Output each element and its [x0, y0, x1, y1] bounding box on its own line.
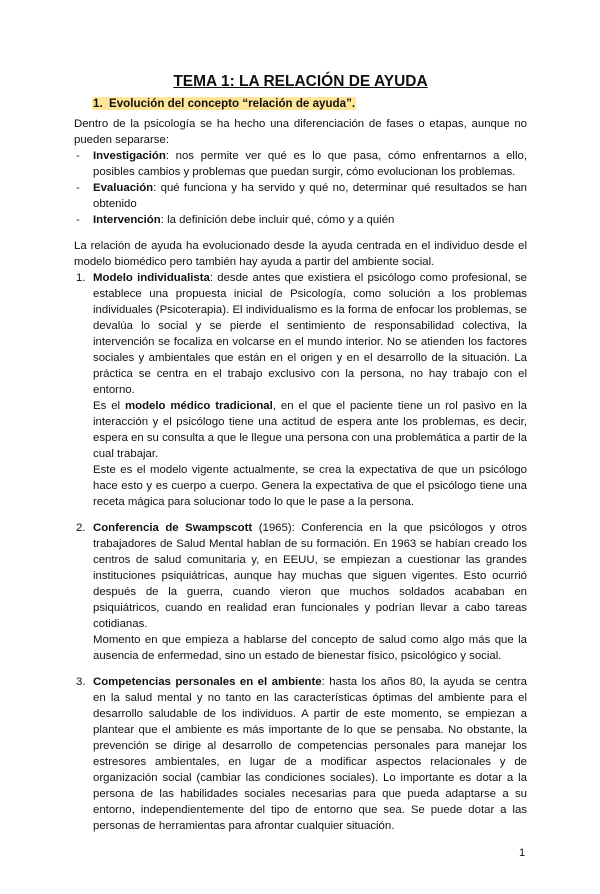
model-term: Conferencia de Swampscott: [93, 522, 253, 534]
phase-term: Intervención: [93, 214, 161, 226]
section-heading: [92, 96, 527, 112]
page-title: TEMA 1: LA RELACIÓN DE AYUDA: [173, 73, 428, 90]
phase-item: [74, 148, 527, 180]
model-text: (1965): Conferencia en la que psicólogos y otros trabajadores de Salud Mental hablan de su formación. En 1963 se habían creado los centros de salud comunitaria y, en EEUU, se empiezan a cuestionar las grandes instituciones psiquiátricas, aunque hay muchas que siguen vigentes. Esto ocurrió después de la guerra, cuando vieron que muchos soldados acababan en psiquiátricos, cuando en realidad eran funcionales y podrían llevar a cabo tareas cotidianas.: [93, 522, 527, 630]
model-term: modelo médico tradicional: [125, 400, 273, 412]
model-term: Modelo individualista: [93, 272, 210, 284]
section-number: 1.: [93, 97, 103, 110]
list-number: 1.: [76, 272, 86, 284]
document-page: [74, 0, 527, 894]
model-item-3-block: [74, 674, 527, 834]
model-text: : desde antes que existiera el psicólogo como profesional, se establece una propuesta inicial de Psicología, como solución a los problemas individuales (Psicoterapia). El individualismo es la forma de enfocar los problemas, se devalúa lo social y se pierde el sentimiento de responsabilidad colectiva, la intervención se focaliza en volcarse en el mundo interior. No se atienden los factores sociales y ambientales que están en el origen y en el desarrollo de la situación. La práctica se centra en el trabajo exclusivo con la persona, no hay trabajo con el entorno.: [93, 272, 527, 396]
page-number: 1: [519, 847, 526, 859]
model-text: Momento en que empieza a hablarse del concepto de salud como algo más que la ausencia de enfermedad, sino un estado de bienestar físico, psicológico y social.: [93, 634, 527, 662]
model-term: Competencias personales en el ambiente: [93, 676, 322, 688]
models-block: [74, 238, 527, 510]
phase-text: : la definición debe incluir qué, cómo y a quién: [160, 214, 395, 226]
model-item-3: [74, 674, 527, 834]
model-item-2: [74, 520, 527, 664]
bullet-marker: -: [76, 150, 80, 162]
bullet-marker: -: [76, 214, 80, 226]
model-text: Este es el modelo vigente actualmente, se crea la expectativa de que un psicólogo hace esto y es cuerpo a cuerpo. Genera la expectativa de que el psicólogo tiene una receta mágica para solucionar todo lo que le pase a la persona.: [93, 464, 527, 508]
phase-text: : qué funciona y ha servido y qué no, determinar qué resultados se han obtenido: [93, 182, 527, 210]
model-item-1: [74, 270, 527, 510]
model-text: , en el que el paciente tiene un rol pasivo en la interacción y el psicólogo tiene una actitud de espera ante los problemas, es decir, espera en su consulta a que le llegue una persona con una problemática a partir de la cual trabajar.: [93, 400, 527, 460]
model-text: : hasta los años 80, la ayuda se centra en la salud mental y no tanto en las características óptimas del ambiente para el desarrollo saludable de los individuos. A partir de este momento, se empiezan a plantear que el ambiente es más importante de lo que se pensaba. No obstante, la prevención se dirige al desarrollo de competencias personales para manejar los estresores ambientales, en lugar de a modificar aspectos relacionales y de organización social (cambiar las condiciones sociales). Lo importante es dotar a la persona de las habilidades sociales necesarias para que pueda adaptarse a su entorno, independientemente del tipo de entorno que sea. Se puede dotar a las personas de herramientas para afrontar cualquier situación.: [93, 676, 527, 832]
model-item-2-block: [74, 520, 527, 664]
phase-term: Investigación: [93, 150, 166, 162]
model-text: Es el: [93, 400, 125, 412]
evolution-intro: La relación de ayuda ha evolucionado desde la ayuda centrada en el individuo desde el modelo biomédico pero también hay ayuda a partir del ambiente social.: [74, 240, 527, 268]
section-label: Evolución del concepto “relación de ayuda”.: [109, 97, 356, 110]
phase-term: Evaluación: [93, 182, 154, 194]
bullet-marker: -: [76, 182, 80, 194]
list-number: 3.: [76, 676, 86, 688]
phase-item: [74, 212, 527, 228]
intro-block: [74, 116, 527, 228]
list-number: 2.: [76, 522, 86, 534]
intro-paragraph: Dentro de la psicología se ha hecho una diferenciación de fases o etapas, aunque no pueden separarse:: [74, 118, 527, 146]
phase-text: : nos permite ver qué es lo que pasa, cómo enfrentarnos a ello, posibles cambios y problemas que puedan surgir, cómo evolucionan los problemas.: [93, 150, 527, 178]
phase-item: [74, 180, 527, 212]
